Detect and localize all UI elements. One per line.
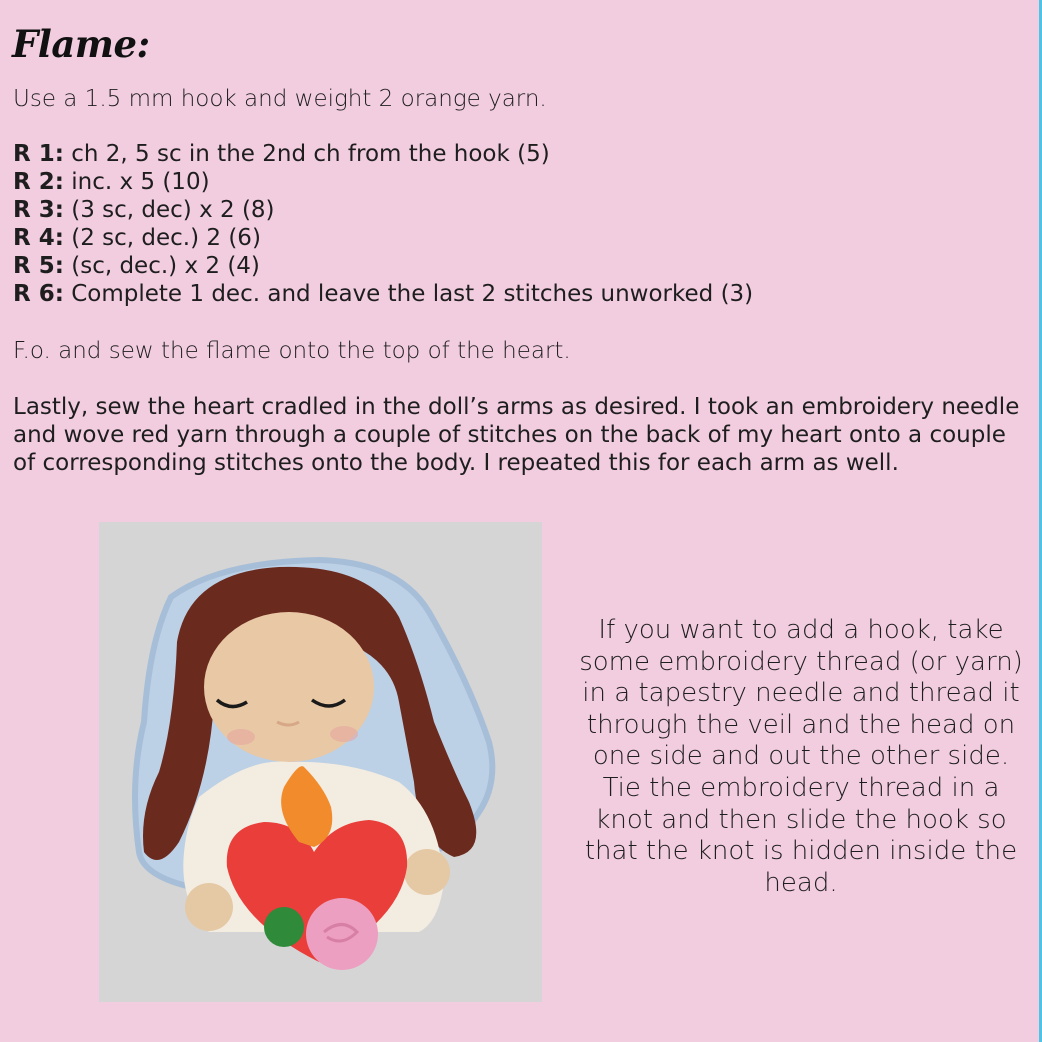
round-text: ch 2, 5 sc in the 2nd ch from the hook (5) xyxy=(63,141,550,167)
round-text: (sc, dec.) x 2 (4) xyxy=(63,253,260,279)
round-label: R 2: xyxy=(13,169,64,195)
lastly-paragraph: Lastly, sew the heart cradled in the doll’s arms as desired. I took an embroidery needle and wove red yarn through a couple of stitches on the back of my heart onto a couple of corresponding stitches onto the body. I repeated this for each arm as well. xyxy=(13,394,1020,476)
round-row xyxy=(13,196,753,224)
finish-text: F.o. and sew the flame onto the top of the heart. xyxy=(13,338,571,364)
round-row xyxy=(13,252,753,280)
round-label: R 3: xyxy=(13,197,64,223)
hook-tip-text: If you want to add a hook, take some embroidery thread (or yarn) in a tapestry needle and thread it through the veil and the head on one side and out the other side. Tie the embroidery thread in a knot and then slide the hook so that the knot is hidden inside the head. xyxy=(579,615,1023,898)
round-row xyxy=(13,280,753,308)
section-title: Flame: xyxy=(12,22,150,66)
round-list xyxy=(13,140,753,308)
round-label: R 6: xyxy=(13,281,64,307)
round-label: R 5: xyxy=(13,253,64,279)
round-text: inc. x 5 (10) xyxy=(63,169,210,195)
round-text: Complete 1 dec. and leave the last 2 stitches unworked (3) xyxy=(63,281,754,307)
round-text: (2 sc, dec.) 2 (6) xyxy=(63,225,261,251)
doll-photo xyxy=(99,522,542,1002)
round-text: (3 sc, dec) x 2 (8) xyxy=(63,197,275,223)
round-row xyxy=(13,224,753,252)
intro-text: Use a 1.5 mm hook and weight 2 orange yarn. xyxy=(13,86,547,112)
round-row xyxy=(13,140,753,168)
round-row xyxy=(13,168,753,196)
round-label: R 4: xyxy=(13,225,64,251)
round-label: R 1: xyxy=(13,141,64,167)
